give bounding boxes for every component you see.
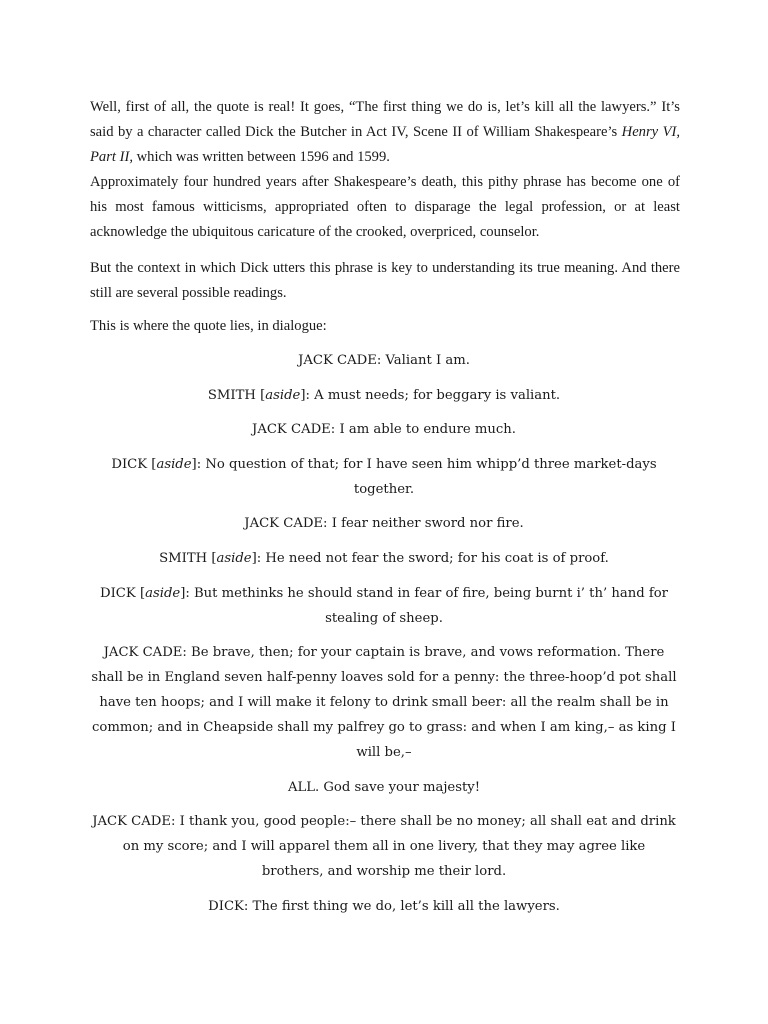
dialogue-line	[90, 809, 678, 884]
speaker-name: DICK	[100, 585, 136, 601]
speaker-separator: .	[315, 779, 324, 795]
dialogue-line	[90, 775, 678, 800]
dialogue-text: I thank you, good people:– there shall be no money; all shall eat and drink on my score; and I will apparel them all in one livery, that they may agree like brothers, and worship me their lord.	[122, 814, 676, 880]
play-title: Henry VI, Part II,	[90, 124, 681, 165]
speaker-separator: :	[170, 814, 180, 830]
dialogue-text: God save your majesty!	[323, 779, 481, 795]
intro-paragraph-2: Approximately four hundred years after Shakespeare’s death, this pithy phrase has become one of his most famous witticisms, appropriated often to disparage the legal profession, or at least acknowledge the ubiquitous caricature of the crooked, overpriced, counselor.	[90, 174, 680, 240]
dialogue-block	[90, 348, 678, 929]
speaker-separator: :	[330, 422, 340, 438]
dialogue-text: No question of that; for I have seen him whipp’d three market-days together.	[205, 456, 657, 497]
speaker-name: JACK CADE	[103, 645, 183, 661]
dialogue-text: The first thing we do, let’s kill all the lawyers.	[252, 898, 560, 914]
speaker-separator: :	[182, 645, 192, 661]
stage-direction: aside	[145, 585, 181, 601]
speaker-name: JACK CADE	[92, 814, 171, 830]
dialogue-line	[90, 894, 678, 919]
intro-paragraph-1-end: which was written between 1596 and 1599.	[132, 149, 390, 165]
speaker-separator: :	[256, 550, 266, 566]
dialogue-text: But methinks he should stand in fear of fire, being burnt i’ th’ hand for stealing of sheep.	[193, 585, 668, 626]
speaker-name: JACK CADE	[252, 422, 331, 438]
stage-direction: aside	[265, 387, 301, 403]
speaker-separator: :	[305, 387, 315, 403]
dialogue-line	[90, 348, 678, 373]
dialogue-text: Valiant I am.	[385, 353, 470, 368]
stage-direction: aside	[156, 456, 192, 472]
dialogue-line	[90, 511, 678, 536]
stage-direction: aside	[216, 550, 252, 566]
dialogue-line: DICK [aside]: No question of that; for I have seen him whipp’d three market-days together.	[111, 456, 657, 497]
speaker-separator: :	[376, 353, 386, 368]
intro-paragraph-4: This is where the quote lies, in dialogue:	[90, 318, 327, 334]
dialogue-line: DICK [aside]: But methinks he should stand in fear of fire, being burnt i’ th’ hand for stealing of sheep.	[100, 585, 668, 626]
intro-paragraph-1	[90, 95, 680, 170]
speaker-name: JACK CADE	[244, 516, 324, 532]
speaker-name: SMITH	[159, 550, 208, 566]
dialogue-text: A must needs; for beggary is valiant.	[314, 387, 561, 403]
speaker-separator: :	[323, 516, 332, 532]
dialogue-line	[90, 640, 678, 765]
intro-paragraph-3: But the context in which Dick utters this phrase is key to understanding its true meaning. And there still are several possible readings.	[90, 260, 680, 301]
dialogue-text: He need not fear the sword; for his coat is of proof.	[265, 550, 609, 566]
dialogue-text: Be brave, then; for your captain is brave, and vows reformation. There shall be in England seven half-penny loaves sold for a penny: the three-hoop’d pot shall have ten hoops; and I will make it felony to drink small beer: all the realm shall be in common; and in Cheapside shall my palfrey go to grass: and when I am king,– as king I will be,–	[91, 645, 677, 761]
dialogue-line: SMITH [aside]: A must needs; for beggary is valiant.	[207, 387, 561, 403]
speaker-name: SMITH	[207, 387, 256, 403]
speaker-separator: :	[185, 585, 194, 601]
dialogue-text: I am able to endure much.	[339, 422, 516, 438]
speaker-name: ALL	[287, 779, 315, 795]
dialogue-line	[90, 417, 678, 442]
intro-paragraph-1-text: Well, first of all, the quote is real! It goes, “The first thing we do is, let’s kill all the lawyers.” It’s said by a character called Dick the Butcher in Act IV, Scene II of William Shakespeare’s	[90, 99, 680, 140]
speaker-name: JACK CADE	[298, 353, 377, 368]
speaker-separator: :	[196, 456, 206, 472]
speaker-name: DICK	[111, 456, 148, 472]
speaker-separator: :	[243, 898, 253, 914]
dialogue-line: SMITH [aside]: He need not fear the sword; for his coat is of proof.	[159, 550, 609, 566]
speaker-name: DICK	[208, 898, 244, 914]
dialogue-text: I fear neither sword nor fire.	[331, 516, 524, 532]
